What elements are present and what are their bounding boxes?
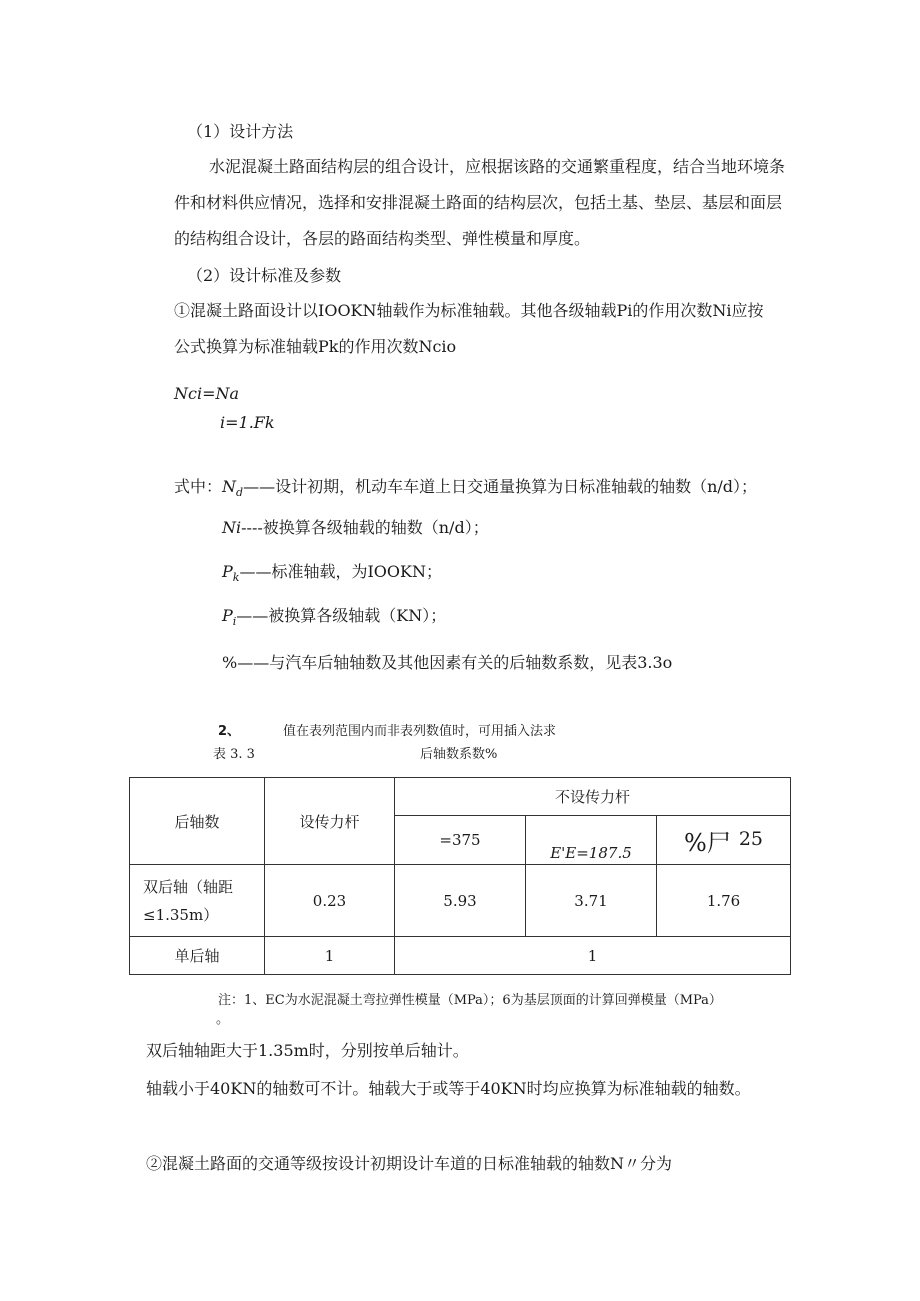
- table-row: [130, 865, 791, 937]
- ni-description: ----被换算各级轴载的轴数（n/d）；: [241, 518, 489, 537]
- formula-line-2: i=1.Fk: [220, 413, 275, 432]
- ni-symbol: Ni: [222, 518, 242, 537]
- header-col-25-symbol: %尸: [684, 828, 731, 857]
- header-col-25-value: 25: [738, 827, 764, 850]
- pi-description: ——被换算各级轴载（KN）；: [236, 606, 447, 625]
- row-label-single-axle: 单后轴: [130, 937, 265, 975]
- table-cell: 0.23: [265, 865, 395, 937]
- definition-pk: [222, 562, 442, 588]
- pk-description: ——标准轴载，为IOOKN；: [239, 562, 442, 581]
- section-heading-design-standard: （2）设计标准及参数: [187, 266, 342, 285]
- nd-description: ——设计初期，机动车车道上日交通量换算为日标准轴载的轴数（n/d）；: [243, 477, 758, 496]
- row-label-double-axle-text: 双后轴（轴距≤1.35m）: [143, 877, 234, 924]
- table-note: 注：1、EC为水泥混凝土弯拉弹性模量（MPa）；6为基层顶面的计算回弹模量（MPa）: [218, 993, 722, 1008]
- paragraph-line: 水泥混凝土路面结构层的组合设计，应根据该路的交通繁重程度，结合当地环境条: [209, 157, 786, 176]
- note-interpolation: 值在表列范围内而非表列数值时，可用插入法求: [283, 724, 557, 739]
- definition-percent: %——与汽车后轴轴数及其他因素有关的后轴数系数，见表3.3o: [222, 653, 673, 672]
- table-cell: 5.93: [395, 865, 526, 937]
- table-cell: 1.76: [657, 865, 791, 937]
- table-caption-label: 表 3. 3: [213, 747, 255, 762]
- definition-ni: [222, 518, 489, 538]
- header-without-dowel: 不设传力杆: [395, 778, 791, 816]
- paragraph-line: 双后轴轴距大于1.35m时，分别按单后轴计。: [146, 1041, 469, 1060]
- header-col-25: [657, 816, 791, 865]
- definition-nd: [174, 477, 757, 503]
- note-number-label: 2、: [218, 724, 241, 739]
- table-cell: 3.71: [526, 865, 657, 937]
- nd-subscript: d: [236, 486, 244, 500]
- header-with-dowel: 设传力杆: [265, 778, 395, 865]
- header-col-187: [526, 816, 657, 865]
- axle-coefficient-table: [129, 777, 791, 975]
- pi-symbol: P: [222, 606, 233, 625]
- table-cell: 1: [395, 937, 791, 975]
- pk-symbol: P: [222, 562, 233, 581]
- section-heading-design-method: （1）设计方法: [187, 122, 294, 141]
- paragraph-line: ②混凝土路面的交通等级按设计初期设计车道的日标准轴载的轴数N〃分为: [146, 1154, 673, 1173]
- table-row: [130, 937, 791, 975]
- table-cell: 1: [265, 937, 395, 975]
- definition-pi: [222, 606, 446, 632]
- paragraph-line: 公式换算为标准轴载Pk的作用次数Ncio: [174, 337, 457, 356]
- nd-symbol: N: [222, 477, 237, 496]
- formula-line-1: Nci=Na: [174, 384, 240, 403]
- pi-subscript: i: [232, 615, 237, 629]
- paragraph-line: 的结构组合设计，各层的路面结构类型、弹性模量和厚度。: [174, 229, 591, 248]
- header-col-187-text: E'E=187.5: [550, 844, 632, 862]
- paragraph-line: 轴载小于40KN的轴数可不计。轴载大于或等于40KN时均应换算为标准轴载的轴数。: [146, 1079, 751, 1098]
- paragraph-line: ①混凝土路面设计以IOOKN轴载作为标准轴载。其他各级轴载Pi的作用次数Ni应按: [174, 301, 764, 320]
- header-axle-count: 后轴数: [130, 778, 265, 865]
- where-prefix: 式中：: [174, 477, 223, 496]
- paragraph-line: 件和材料供应情况，选择和安排混凝土路面的结构层次，包括土基、垫层、基层和面层: [174, 193, 783, 212]
- note-number: [218, 722, 240, 742]
- row-label-double-axle: [130, 865, 265, 937]
- table-caption-title: 后轴数系数%: [420, 747, 498, 762]
- header-col-375: =375: [395, 816, 526, 865]
- pk-subscript: k: [232, 571, 240, 585]
- table-note-tail: 。: [216, 1012, 230, 1027]
